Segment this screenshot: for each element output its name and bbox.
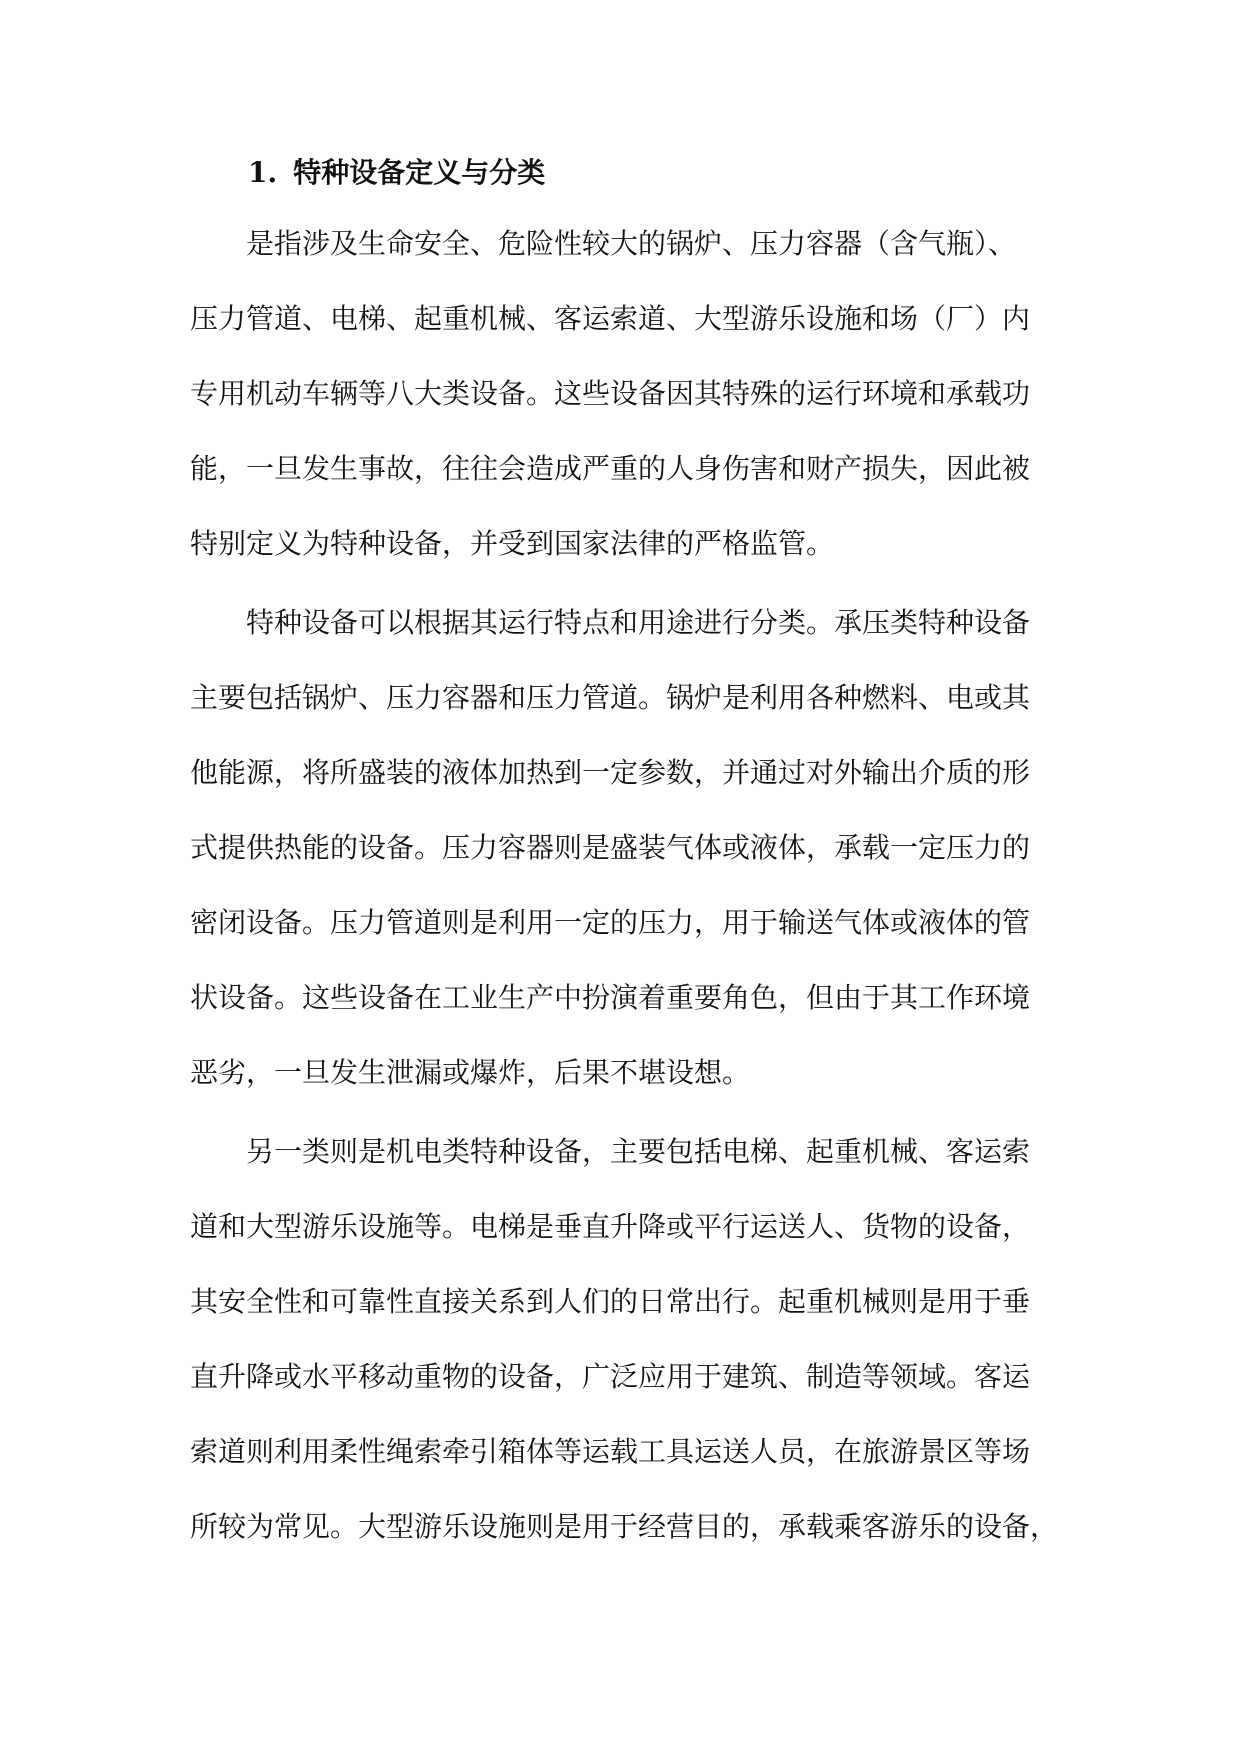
paragraph-line: 式提供热能的设备。压力容器则是盛装气体或液体，承载一定压力的: [190, 831, 1031, 864]
paragraph-line: 索道则利用柔性绳索牵引箱体等运载工具运送人员，在旅游景区等场: [190, 1435, 1031, 1468]
paragraph-definition: [190, 206, 1070, 581]
paragraph-line: 是指涉及生命安全、危险性较大的锅炉、压力容器（含气瓶）、: [246, 227, 1017, 260]
paragraph-line: 他能源，将所盛装的液体加热到一定参数，并通过对外输出介质的形: [190, 756, 1031, 789]
section-heading: [248, 148, 545, 198]
heading-text: 特种设备定义与分类: [293, 156, 546, 189]
paragraph-line: 恶劣，一旦发生泄漏或爆炸，后果不堪设想。: [190, 1056, 751, 1089]
paragraph-line: 密闭设备。压力管道则是利用一定的压力，用于输送气体或液体的管: [190, 906, 1031, 939]
paragraph-electromechanical-equipment: [190, 1114, 1070, 1564]
paragraph-line: 专用机动车辆等八大类设备。这些设备因其特殊的运行环境和承载功: [190, 377, 1031, 410]
paragraph-pressure-equipment: [190, 585, 1070, 1110]
paragraph-line: 特别定义为特种设备，并受到国家法律的严格监管。: [190, 527, 835, 560]
paragraph-line: 特种设备可以根据其运行特点和用途进行分类。承压类特种设备: [246, 606, 1031, 639]
paragraph-line: 能，一旦发生事故，往往会造成严重的人身伤害和财产损失，因此被: [190, 452, 1031, 485]
paragraph-line: 所较为常见。大型游乐设施则是用于经营目的，承载乘客游乐的设备，: [190, 1510, 1059, 1543]
heading-number: 1.: [248, 156, 278, 189]
paragraph-line: 主要包括锅炉、压力容器和压力管道。锅炉是利用各种燃料、电或其: [190, 681, 1031, 714]
paragraph-line: 另一类则是机电类特种设备，主要包括电梯、起重机械、客运索: [246, 1135, 1031, 1168]
paragraph-line: 其安全性和可靠性直接关系到人们的日常出行。起重机械则是用于垂: [190, 1285, 1031, 1318]
paragraph-line: 直升降或水平移动重物的设备，广泛应用于建筑、制造等领域。客运: [190, 1360, 1031, 1393]
paragraph-line: 状设备。这些设备在工业生产中扮演着重要角色，但由于其工作环境: [190, 981, 1031, 1014]
paragraph-line: 道和大型游乐设施等。电梯是垂直升降或平行运送人、货物的设备，: [190, 1210, 1031, 1243]
paragraph-line: 压力管道、电梯、起重机械、客运索道、大型游乐设施和场（厂）内: [190, 302, 1031, 335]
